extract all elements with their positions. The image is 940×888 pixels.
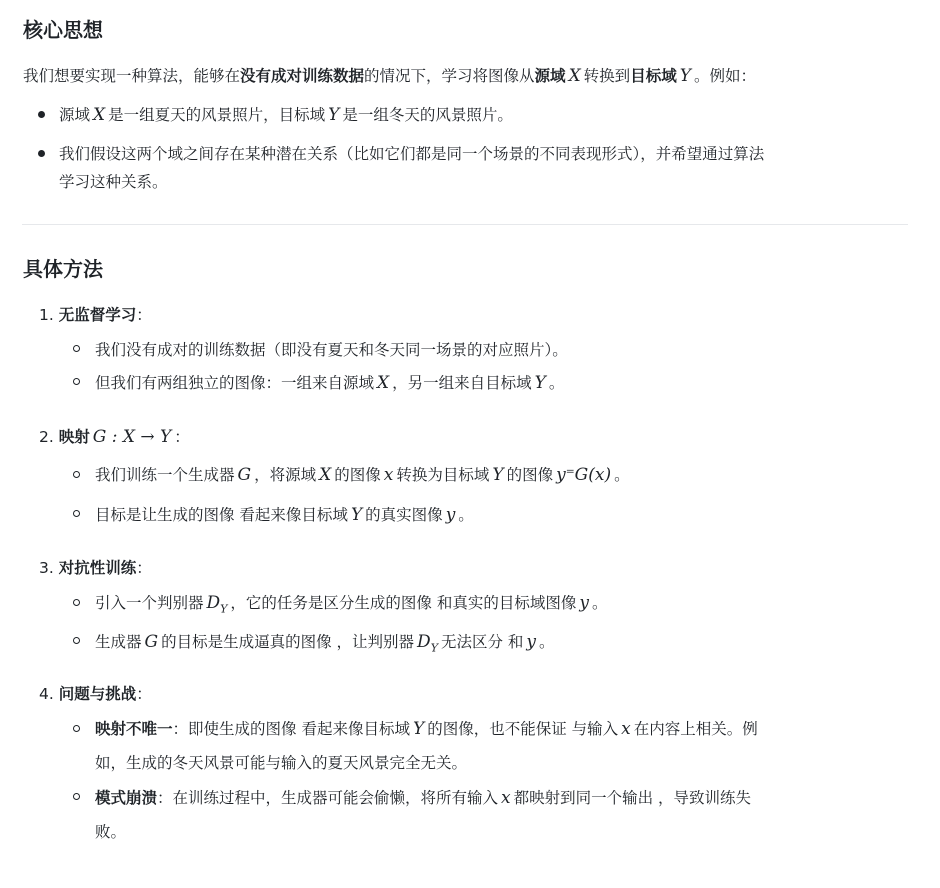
math-var: x bbox=[501, 788, 511, 808]
math-var: X bbox=[377, 373, 390, 393]
math-var: x bbox=[621, 719, 631, 739]
item-text: 目标是让生成的图像 看起来像目标域 bbox=[95, 506, 348, 524]
item-title: 映射 bbox=[58, 428, 90, 446]
math-var: Y bbox=[412, 719, 425, 739]
math-var: X bbox=[319, 465, 332, 485]
numbered-item-4 bbox=[39, 682, 152, 706]
math-var: X bbox=[93, 105, 106, 125]
math-var: X bbox=[568, 66, 581, 86]
math-var: y bbox=[445, 505, 456, 525]
item-bold: 映射不唯一 bbox=[95, 720, 173, 738]
math-var: Y bbox=[679, 66, 691, 86]
item-number: 4. bbox=[39, 685, 54, 703]
item-text: 是一组冬天的风景照片。 bbox=[342, 106, 513, 124]
item-text: 学习这种关系。 bbox=[59, 173, 168, 191]
math-subscript: Y bbox=[220, 602, 228, 616]
math-var: y bbox=[579, 593, 589, 613]
section-heading-core-idea: 核心思想 bbox=[23, 18, 103, 42]
item-text: 败。 bbox=[95, 823, 127, 841]
item-title: 对抗性训练 bbox=[58, 559, 137, 577]
item-text: 是一组夏天的风景照片，目标域 bbox=[108, 106, 326, 124]
item-colon: ： bbox=[136, 685, 152, 703]
bullet-circle bbox=[73, 599, 80, 606]
item-colon: ： bbox=[136, 559, 152, 577]
math-var bbox=[204, 593, 231, 616]
item-text: 。 bbox=[458, 506, 474, 524]
item-text: 的图像，也不能保证 与输入 bbox=[427, 720, 619, 738]
intro-text: 转换到 bbox=[583, 67, 631, 85]
divider bbox=[22, 224, 908, 225]
item-title: 问题与挑战 bbox=[58, 685, 137, 703]
item-text: 我们没有成对的训练数据（即没有夏天和冬天同一场景的对应照片）。 bbox=[95, 341, 568, 359]
intro-text: 的情况下，学习将图像从 bbox=[364, 67, 535, 85]
item-text: 。 bbox=[614, 466, 630, 484]
item-number: 1. bbox=[39, 306, 54, 324]
math-var: x bbox=[383, 465, 394, 485]
math-symbol: D bbox=[206, 593, 221, 613]
numbered-item-3 bbox=[39, 556, 152, 580]
item-text: ，它的任务是区分生成的图像 和真实的目标域图像 bbox=[230, 594, 577, 612]
numbered-item-1 bbox=[39, 303, 152, 327]
item-bold: 模式崩溃 bbox=[95, 789, 158, 807]
math-var: Y bbox=[534, 373, 546, 393]
bullet-circle bbox=[73, 378, 80, 385]
sub-item-continuation bbox=[95, 820, 126, 844]
item-text: 源域 bbox=[59, 106, 91, 124]
bullet-circle bbox=[73, 345, 80, 352]
item-text: 都映射到同一个输出 ，导致训练失 bbox=[513, 789, 752, 807]
intro-paragraph bbox=[23, 64, 756, 88]
item-text: 但我们有两组独立的图像：一组来自源域 bbox=[95, 374, 375, 392]
item-text: 。 bbox=[591, 594, 608, 612]
item-number: 3. bbox=[39, 559, 54, 577]
intro-bold: 源域 bbox=[534, 67, 566, 85]
intro-text: 我们想要实现一种算法，能够在 bbox=[23, 67, 241, 85]
math-expression: G : X → Y bbox=[92, 427, 172, 447]
intro-text: 。例如： bbox=[693, 67, 756, 85]
math-expression: y⁼G(x) bbox=[556, 465, 612, 485]
item-text: 生成器 bbox=[95, 633, 142, 651]
item-text: 在内容上相关。例 bbox=[633, 720, 758, 738]
item-text: ：在训练过程中，生成器可能会偷懒，将所有输入 bbox=[157, 789, 499, 807]
list-item bbox=[59, 142, 764, 166]
item-text: ：即使生成的图像 看起来像目标域 bbox=[172, 720, 410, 738]
bullet-circle bbox=[73, 637, 80, 644]
math-subscript: Y bbox=[430, 641, 438, 655]
sub-item bbox=[95, 371, 564, 395]
bullet-dot bbox=[38, 111, 45, 118]
item-text: 如，生成的冬天风景可能与输入的夏天风景完全无关。 bbox=[95, 754, 468, 772]
item-text: ，另一组来自目标域 bbox=[392, 374, 532, 392]
item-text: 我们训练一个生成器 bbox=[95, 466, 235, 484]
item-text: 的图像 bbox=[506, 466, 554, 484]
sub-item bbox=[95, 463, 630, 487]
list-item-continuation bbox=[59, 170, 168, 194]
math-symbol: D bbox=[417, 632, 431, 652]
item-text: 的图像 bbox=[334, 466, 381, 484]
sub-item bbox=[95, 786, 751, 810]
item-text: ，将源域 bbox=[254, 466, 317, 484]
item-text: 。 bbox=[539, 633, 555, 651]
sub-item bbox=[95, 338, 568, 362]
item-title: 无监督学习 bbox=[58, 306, 137, 324]
item-text: 无法区分 和 bbox=[440, 633, 524, 651]
sub-item-continuation bbox=[95, 751, 467, 775]
item-colon: ： bbox=[174, 428, 190, 446]
intro-bold: 目标域 bbox=[630, 67, 677, 85]
math-var: G bbox=[144, 632, 159, 652]
item-text: 引入一个判别器 bbox=[95, 594, 204, 612]
item-text: 我们假设这两个域之间存在某种潜在关系（比如它们都是同一个场景的不同表现形式），并希望通过算法 bbox=[59, 145, 765, 163]
item-text: 转换为目标域 bbox=[396, 466, 490, 484]
sub-item bbox=[95, 717, 758, 741]
math-var: Y bbox=[328, 105, 340, 125]
math-var: Y bbox=[350, 505, 363, 525]
bullet-dot bbox=[38, 150, 45, 157]
item-number: 2. bbox=[39, 428, 54, 446]
math-var: Y bbox=[492, 465, 504, 485]
bullet-circle bbox=[73, 471, 80, 478]
list-item bbox=[59, 103, 513, 127]
bullet-circle bbox=[73, 510, 80, 517]
item-text: 的真实图像 bbox=[365, 506, 443, 524]
math-var bbox=[414, 632, 441, 655]
section-heading-method: 具体方法 bbox=[23, 257, 103, 281]
sub-item bbox=[95, 503, 474, 527]
item-text: 的目标是生成逼真的图像 ，让判别器 bbox=[161, 633, 415, 651]
intro-bold: 没有成对训练数据 bbox=[240, 67, 365, 85]
sub-item bbox=[95, 630, 555, 660]
item-text: 。 bbox=[548, 374, 565, 392]
math-var: G bbox=[237, 465, 252, 485]
bullet-circle bbox=[73, 793, 80, 800]
bullet-circle bbox=[73, 725, 80, 732]
item-colon: ： bbox=[136, 306, 152, 324]
math-var: y bbox=[526, 632, 536, 652]
sub-item bbox=[95, 591, 607, 621]
numbered-item-2 bbox=[39, 425, 190, 449]
